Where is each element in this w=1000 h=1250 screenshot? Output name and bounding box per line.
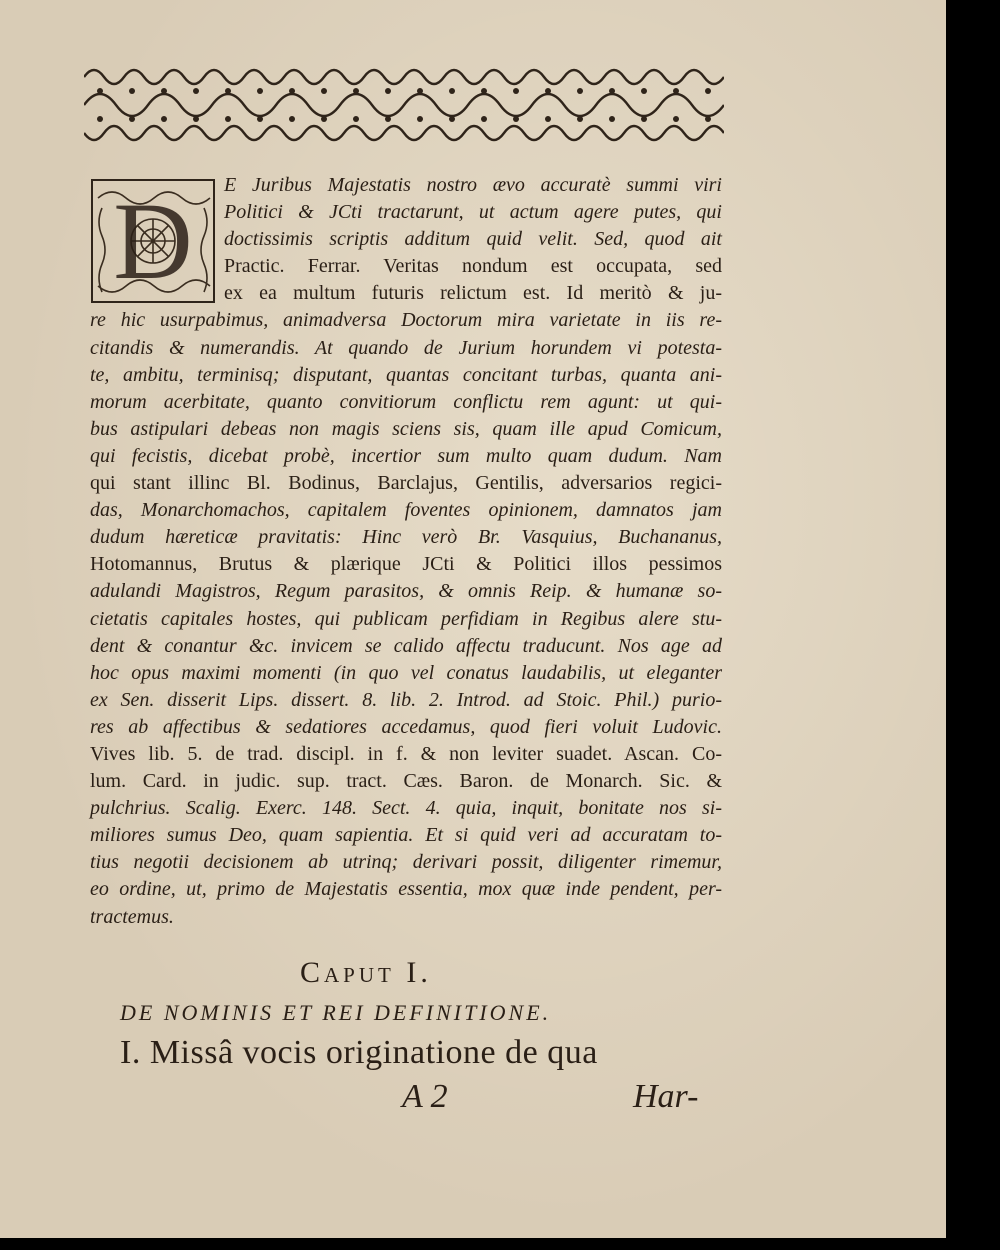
text-line: adulandi Magistros, Regum parasitos, & omnis Reip. & humanæ so- [90,580,722,603]
signature-mark: A 2 [402,1078,448,1115]
catchword: Har- [633,1078,699,1115]
text-line: lum. Card. in judic. sup. tract. Cæs. Baron. de Monarch. Sic. & [90,770,722,793]
text-line: das, Monarchomachos, capitalem foventes opinionem, damnatos jam [90,499,722,522]
text-line: re hic usurpabimus, animadversa Doctorum mira varietate in iis re- [90,309,722,332]
text-line: doctissimis scriptis additum quid velit. Sed, quod ait [224,228,722,251]
text-line: hoc opus maximi momenti (in quo vel conatus laudabilis, ut eleganter [90,661,722,684]
text-line: dent & conantur &c. invicem se calido affectu traducunt. Nos age ad [90,634,722,657]
text-line: Politici & JCti tractarunt, ut actum agere putes, qui [224,201,722,224]
text-line: Practic. Ferrar. Veritas nondum est occupata, sed [224,255,722,278]
text-line: dudum hæreticæ pravitatis: Hinc verò Br. Vasquius, Buchananus, [90,526,722,549]
text-line: morum acerbitate, quanto convitiorum conflictu rem agunt: ut qui- [90,390,722,413]
text-line: tractemus. [90,905,174,928]
text-line: eo ordine, ut, primo de Majestatis essentia, mox quæ inde pendent, per- [90,878,722,901]
text-line: E Juribus Majestatis nostro ævo accuratè summi viri [224,174,722,196]
text-line: res ab affectibus & sedatiores accedamus, quod fieri voluit Ludovic. [90,715,722,738]
text-line: Vives lib. 5. de trad. discipl. in f. & non leviter suadet. Ascan. Co- [90,742,722,765]
text-line: ex Sen. disserit Lips. dissert. 8. lib. 2. Introd. ad Stoic. Phil.) purio- [90,688,722,711]
text-line: miliores sumus Deo, quam sapientia. Et si quid veri ad accuratam to- [90,824,722,847]
text-line: citandis & numerandis. At quando de Jurium horundem vi potesta- [90,336,722,359]
text-line: tius negotii decisionem ab utrinq; derivari possit, diligenter rimemur, [90,851,722,874]
text-line: cietatis capitales hostes, qui publicam perfidiam in Regibus alere stu- [90,607,722,630]
text-line: qui stant illinc Bl. Bodinus, Barclajus, Gentilis, adversarios regici- [90,472,722,495]
text-line: Hotomannus, Brutus & plærique JCti & Politici illos pessimos [90,553,722,576]
text-line: ex ea multum futuris relictum est. Id meritò & ju- [224,282,722,305]
body-text [90,172,722,931]
chapter-heading: Caput I. [300,956,432,989]
floral-headpiece-icon [84,55,724,155]
chapter-subtitle: DE NOMINIS ET REI DEFINITIONE. [120,1000,552,1025]
svg-text:D: D [113,180,193,302]
text-line: te, ambitu, terminisq; disputant, quantas concitant turbas, quanta ani- [90,363,722,386]
text-line: bus astipulari debeas non magis sciens sis, quam ille apud Comicum, [90,417,722,440]
text-line: pulchrius. Scalig. Exerc. 148. Sect. 4. quia, inquit, bonitate nos si- [90,797,722,820]
text-line: qui fecistis, dicebat probè, incertior sum multo quam dudum. Nam [90,444,722,467]
section-opening-line: I. Missâ vocis originatione de qua [120,1034,598,1071]
